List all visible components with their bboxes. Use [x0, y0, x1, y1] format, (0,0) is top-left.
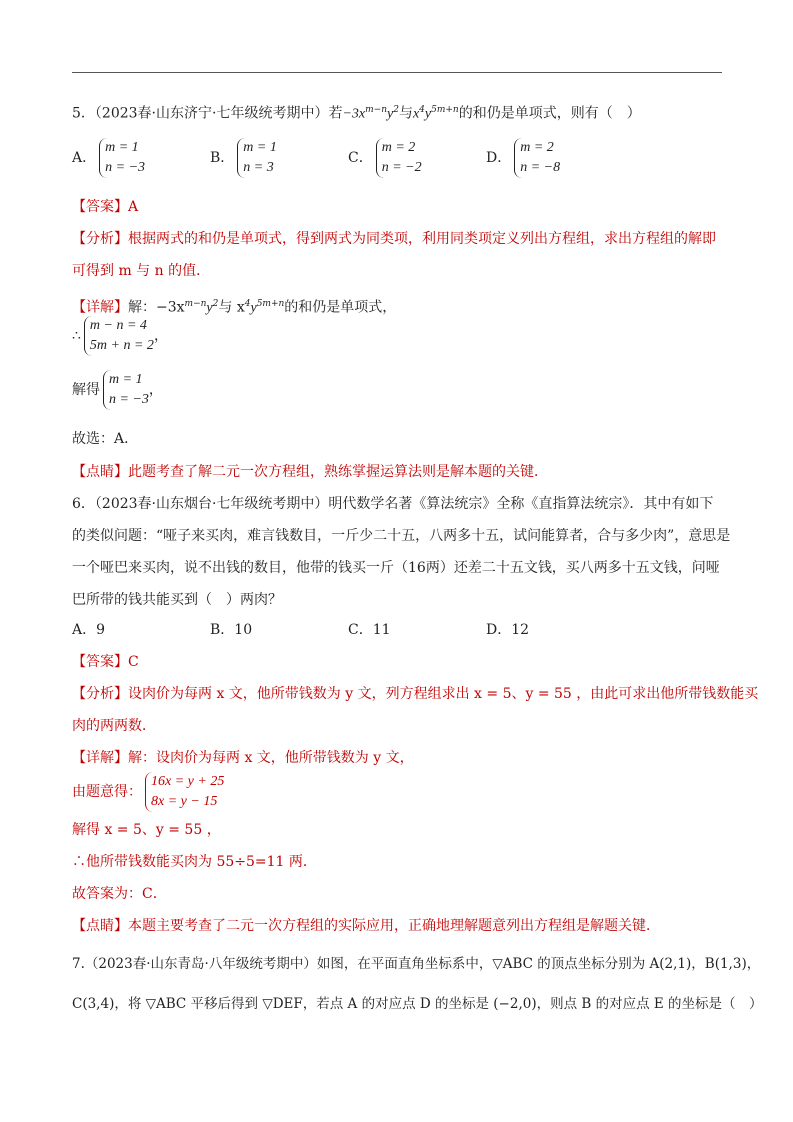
- option-label: A．: [72, 150, 97, 166]
- q5-system-1: [72, 316, 168, 356]
- detail-y: y: [206, 300, 213, 316]
- comment-text: 此题考查了解二元一次方程组，熟练掌握运算法则是解本题的关键．: [128, 464, 548, 480]
- detail-tag: 【详解】: [72, 750, 128, 766]
- q5-option-c[interactable]: [348, 138, 422, 178]
- option-label: A．: [72, 622, 97, 638]
- q5-option-d[interactable]: [486, 138, 560, 178]
- option-system: [376, 138, 422, 178]
- q6-result: ∴他所带钱数能买肉为 55÷5=11 两．: [72, 854, 317, 870]
- detail-yexp2: 5m+n: [256, 299, 285, 309]
- q6-stem-line3: 一个哑巴来买肉，说不出钱的数目，他带的钱买一斤（16两）还差二十五文钱，买八两多十五文钱，问哑: [72, 560, 720, 576]
- q5-number: 5．: [72, 105, 95, 122]
- option-label: D．: [486, 622, 512, 638]
- system-line: m = 2: [381, 140, 416, 155]
- therefore-symbol: ∴: [72, 328, 81, 344]
- solution-system: [103, 370, 149, 410]
- system-line: n = −3: [105, 160, 146, 175]
- q5-expr1-y: y: [387, 106, 394, 122]
- option-label: B．: [210, 150, 235, 166]
- detail-yexp: 2: [212, 299, 219, 309]
- analysis-text: 设肉价为每两 x 文，他所带钱数为 y 文，列方程组求出 x = 5、y = 55 ，由此可求出他所带钱数能买: [128, 686, 759, 702]
- detail-exp2: 4: [244, 299, 251, 309]
- system-line: 5m + n = 2: [89, 338, 154, 353]
- q6-comment: [72, 916, 660, 936]
- option-value: 11: [372, 622, 391, 638]
- option-label: C．: [348, 622, 373, 638]
- q5-expr1: −3x: [342, 106, 366, 122]
- q5-detail-line1: [72, 294, 396, 319]
- q6-detail-line1: [72, 748, 414, 768]
- q5-expr2-exp: 4: [419, 105, 425, 115]
- system-line: m = 1: [105, 140, 139, 155]
- analysis-tag: 【分析】: [72, 231, 128, 247]
- q6-option-d[interactable]: [486, 620, 529, 640]
- detail-y2: y: [250, 300, 257, 316]
- system-line: m − n = 4: [89, 318, 147, 333]
- system-line: n = 3: [243, 160, 274, 175]
- q5-choose: 故选：A．: [72, 431, 139, 447]
- from-label: 由题意得：: [72, 784, 142, 800]
- q7-stem-line1: 7.（2023春·山东青岛·八年级统考期中）如图，在平面直角坐标系中，▽ABC 的顶点坐标分别为 A(2,1)，B(1,3)，: [72, 956, 761, 972]
- q5-mid: 与: [398, 105, 413, 122]
- option-label: B．: [210, 622, 235, 638]
- q5-system-2: [72, 370, 163, 410]
- system-line: 8x = y − 15: [151, 794, 218, 809]
- q6-option-b[interactable]: [210, 620, 252, 640]
- q5-option-a[interactable]: [72, 138, 145, 178]
- option-value: 10: [234, 622, 253, 638]
- q5-option-b[interactable]: [210, 138, 277, 178]
- answer-tag: 【答案】: [72, 199, 128, 215]
- solve-label: 解得: [72, 382, 100, 398]
- equation-system: [145, 772, 224, 812]
- q7-stem-line2: C(3,4)，将 ▽ABC 平移后得到 ▽DEF，若点 A 的对应点 D 的坐标是 (−2,0)，则点 B 的对应点 E 的坐标是（ ）: [72, 996, 763, 1012]
- system-line: n = −3: [109, 392, 149, 407]
- comment-tag: 【点睛】: [72, 918, 128, 934]
- answer-tag: 【答案】: [72, 654, 128, 670]
- comment-tag: 【点睛】: [72, 464, 128, 480]
- q5-analysis-line2: 可得到 m 与 n 的值．: [72, 263, 211, 279]
- answer-value: C: [128, 654, 139, 670]
- option-label: D．: [486, 150, 512, 166]
- equation-system: [84, 316, 154, 356]
- detail-tail: 的和仍是单项式，: [284, 299, 397, 316]
- option-value: 9: [96, 622, 106, 638]
- detail-text: 解：−3x: [128, 299, 185, 316]
- q5-expr2: x: [412, 106, 420, 122]
- q6-answer: [72, 652, 139, 672]
- detail-text: 解：设肉价为每两 x 文，他所带钱数为 y 文，: [128, 750, 414, 766]
- q5-expr2-y: y: [424, 106, 432, 122]
- option-system: [99, 138, 145, 178]
- comma: ，: [148, 382, 163, 398]
- system-line: m = 1: [109, 372, 143, 387]
- detail-exp: m−n: [184, 299, 207, 309]
- header-rule: [72, 72, 722, 73]
- q6-analysis-line2: 肉的两两数．: [72, 718, 156, 734]
- option-system: [514, 138, 560, 178]
- comment-text: 本题主要考查了二元一次方程组的实际应用，正确地理解题意列出方程组是解题关键．: [128, 918, 660, 934]
- option-label: C．: [348, 150, 373, 166]
- system-line: n = −2: [381, 160, 422, 175]
- q6-option-c[interactable]: [348, 620, 391, 640]
- q6-analysis-line1: [72, 684, 758, 704]
- q6-solve: 解得 x = 5、y = 55 ，: [72, 822, 221, 838]
- q5-expr2-yexp: 5m+n: [431, 105, 459, 115]
- answer-value: A: [128, 199, 139, 215]
- q5-expr1-exp: m−n: [365, 105, 387, 115]
- system-line: 16x = y + 25: [151, 774, 225, 789]
- q6-option-a[interactable]: [72, 620, 105, 640]
- q5-expr1-yexp: 2: [393, 105, 399, 115]
- analysis-tag: 【分析】: [72, 686, 128, 702]
- detail-mid: 与 x: [218, 299, 245, 316]
- comma: ，: [153, 328, 168, 344]
- system-line: m = 1: [243, 140, 277, 155]
- q6-stem-line4: 巴所带的钱共能买到（ ）两肉？: [72, 592, 282, 608]
- option-system: [237, 138, 277, 178]
- q5-source: （2023春·山东济宁·七年级统考期中）若: [94, 105, 343, 122]
- detail-tag: 【详解】: [72, 299, 128, 316]
- q5-tail: 的和仍是单项式，则有（ ）: [458, 105, 641, 122]
- option-value: 12: [511, 622, 530, 638]
- q5-analysis-line1: [72, 229, 716, 249]
- q5-answer: [72, 197, 138, 217]
- q6-system: [72, 772, 224, 812]
- system-line: n = −8: [520, 160, 561, 175]
- q6-stem-line1: 6．（2023春·山东烟台·七年级统考期中）明代数学名著《算法统宗》全称《直指算法统宗》．其中有如下: [72, 496, 714, 512]
- q5-stem: [72, 100, 641, 125]
- q6-stem-line2: 的类似问题：“哑子来买肉，难言钱数目，一斤少二十五，八两多十五，试问能算者，合与多少肉”，意思是: [72, 528, 731, 544]
- system-line: m = 2: [520, 140, 554, 155]
- q5-comment: [72, 462, 548, 482]
- q6-choose: 故答案为：C．: [72, 886, 167, 902]
- analysis-text: 根据两式的和仍是单项式，得到两式为同类项，利用同类项定义列出方程组，求出方程组的解即: [128, 231, 716, 247]
